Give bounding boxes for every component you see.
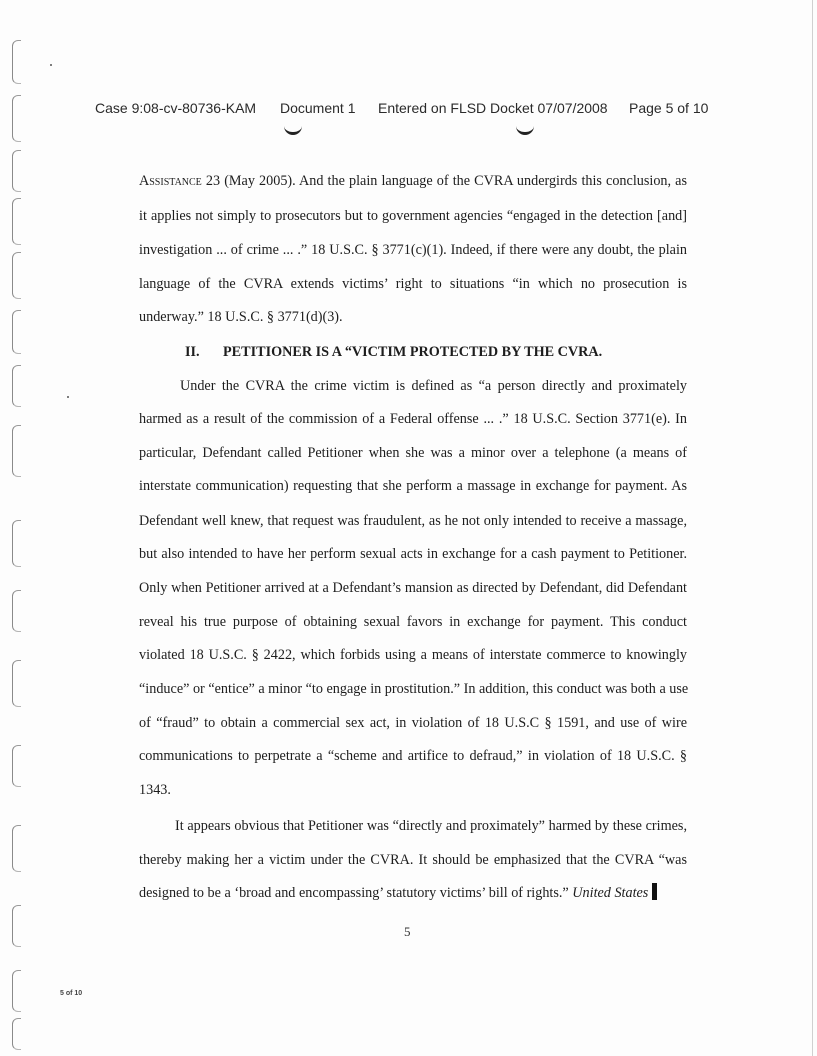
binder-hole-mark bbox=[12, 745, 21, 787]
text-line: violated 18 U.S.C. § 2422, which forbids using a means of interstate commerce to knowingly bbox=[139, 647, 687, 663]
section-heading bbox=[139, 342, 687, 362]
binder-hole-mark bbox=[12, 970, 21, 1012]
binder-hole-mark bbox=[12, 252, 21, 299]
text-line: It appears obvious that Petitioner was “directly and proximately” harmed by these crimes, bbox=[175, 818, 687, 834]
header-stamp-mark bbox=[284, 126, 302, 135]
binder-hole-mark bbox=[12, 198, 21, 245]
binder-hole-mark bbox=[12, 825, 21, 872]
page-count: Page 5 of 10 bbox=[629, 100, 709, 116]
binder-hole-mark bbox=[12, 365, 21, 407]
case-number: Case 9:08-cv-80736-KAM bbox=[95, 100, 257, 116]
text-line: language of the CVRA extends victims’ right to situations “in which no prosecution is bbox=[139, 276, 687, 292]
scan-speck bbox=[67, 396, 69, 398]
footer-page-stamp: 5 of 10 bbox=[60, 990, 83, 997]
text-line: Defendant well knew, that request was fraudulent, as he not only intended to receive a massage, bbox=[139, 513, 687, 529]
text-line: designed to be a ‘broad and encompassing’ statutory victims’ bill of rights.” United States bbox=[139, 883, 687, 903]
text-line: but also intended to have her perform sexual acts in exchange for a cash payment to Petitioner. bbox=[139, 546, 687, 562]
header-stamp-mark bbox=[516, 126, 534, 135]
text-line: Assistance 23 (May 2005). And the plain language of the CVRA undergirds this conclusion, as bbox=[139, 173, 687, 189]
text-line: 1343. bbox=[139, 782, 171, 798]
binder-hole-mark bbox=[12, 40, 21, 84]
text-line: of “fraud” to obtain a commercial sex act, in violation of 18 U.S.C § 1591, and use of wire bbox=[139, 715, 687, 731]
binder-hole-mark bbox=[12, 425, 21, 477]
binder-hole-mark bbox=[12, 1018, 21, 1050]
text-line: harmed as a result of the commission of a Federal offense ... .” 18 U.S.C. Section 3771(e). In bbox=[139, 411, 687, 427]
case-citation-italic: United States bbox=[572, 885, 649, 901]
binder-hole-mark bbox=[12, 150, 21, 192]
page-edge bbox=[812, 0, 813, 1056]
text-line: it applies not simply to prosecutors but to government agencies “engaged in the detection [and] bbox=[139, 208, 687, 224]
binder-hole-mark bbox=[12, 520, 21, 567]
binder-hole-mark bbox=[12, 590, 21, 632]
text-line: investigation ... of crime ... .” 18 U.S.C. § 3771(c)(1). Indeed, if there were any doubt, the plain bbox=[139, 242, 687, 258]
text-line: underway.” 18 U.S.C. § 3771(d)(3). bbox=[139, 309, 343, 325]
section-number: II. bbox=[185, 344, 200, 360]
text-line: communications to perpetrate a “scheme and artifice to defraud,” in violation of 18 U.S.C. § bbox=[139, 748, 687, 764]
filing-header bbox=[0, 100, 817, 122]
text-line: reveal his true purpose of obtaining sexual favors in exchange for payment. This conduct bbox=[139, 614, 687, 630]
document-number: Document 1 bbox=[280, 100, 356, 116]
text-line: interstate communication) requesting that she perform a massage in exchange for payment. As bbox=[139, 478, 687, 494]
docket-entry-date: Entered on FLSD Docket 07/07/2008 bbox=[378, 100, 608, 116]
binder-hole-mark bbox=[12, 310, 21, 354]
scan-speck bbox=[50, 64, 52, 66]
section-title: PETITIONER IS A “VICTIM PROTECTED BY THE CVRA. bbox=[223, 344, 603, 360]
binder-hole-mark bbox=[12, 905, 21, 947]
text-line: “induce” or “entice” a minor “to engage in prostitution.” In addition, this conduct was both a use bbox=[139, 681, 689, 697]
binder-hole-mark bbox=[12, 660, 21, 707]
page-number: 5 bbox=[404, 924, 411, 939]
text-line: Under the CVRA the crime victim is defined as “a person directly and proximately bbox=[180, 378, 687, 394]
text-line: Only when Petitioner arrived at a Defendant’s mansion as directed by Defendant, did Defendant bbox=[139, 580, 687, 596]
text-line: thereby making her a victim under the CVRA. It should be emphasized that the CVRA “was bbox=[139, 852, 687, 868]
redaction-mark bbox=[652, 883, 657, 900]
text-line: particular, Defendant called Petitioner when she was a minor over a telephone (a means of bbox=[139, 445, 687, 461]
